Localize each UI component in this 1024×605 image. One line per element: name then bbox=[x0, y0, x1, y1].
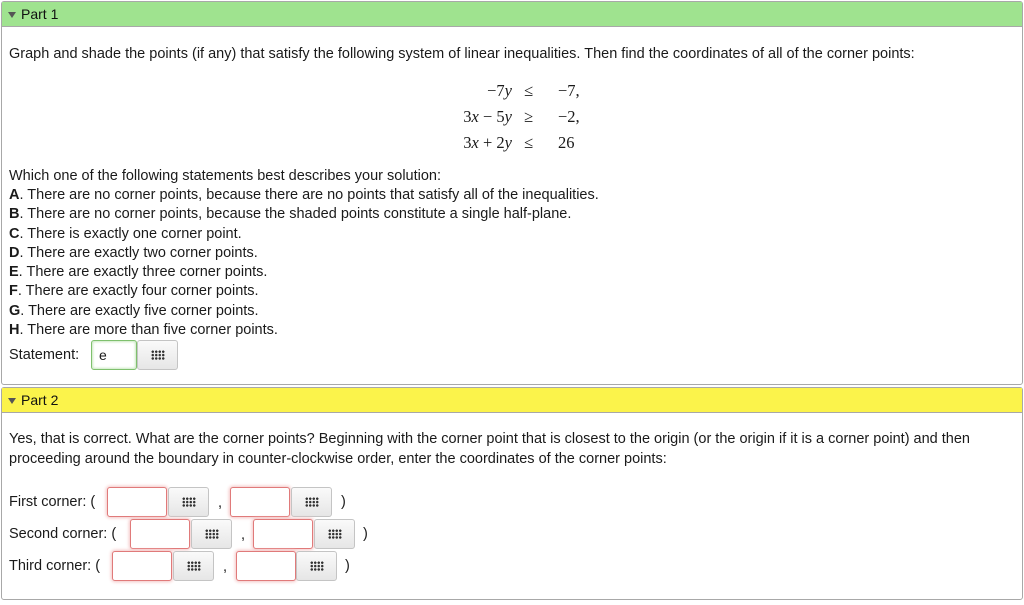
inequality-1-lhs: −7y bbox=[487, 81, 512, 100]
collapse-caret-icon[interactable] bbox=[8, 398, 16, 404]
third-corner-y-input[interactable] bbox=[236, 551, 296, 581]
option-a: A. There are no corner points, because there are no points that satisfy all of the inequalities. bbox=[9, 187, 599, 203]
second-corner-label: Second corner: ( bbox=[9, 526, 117, 542]
inequality-3-rhs: 26 bbox=[558, 133, 575, 152]
inequality-2-rhs: −2, bbox=[558, 107, 580, 126]
option-g: G. There are exactly five corner points. bbox=[9, 303, 259, 319]
part-1-header[interactable] bbox=[2, 2, 1022, 27]
inequality-1-lhs-wrap bbox=[432, 81, 512, 101]
feedback-text-line-2: proceeding around the boundary in counter-clockwise order, enter the coordinates of the corner points: bbox=[9, 451, 667, 467]
option-h: H. There are more than five corner points. bbox=[9, 322, 278, 338]
part-2-panel bbox=[1, 387, 1023, 600]
statement-palette-button[interactable] bbox=[137, 340, 178, 370]
grid-palette-icon bbox=[182, 497, 196, 507]
option-c: C. There is exactly one corner point. bbox=[9, 226, 242, 242]
third-corner-close: ) bbox=[345, 558, 350, 574]
grid-palette-icon bbox=[310, 561, 324, 571]
first-corner-y-input[interactable] bbox=[230, 487, 290, 517]
part-2-header[interactable] bbox=[2, 388, 1022, 413]
inequality-1-op: ≤ bbox=[524, 81, 534, 100]
second-corner-y-palette-button[interactable] bbox=[314, 519, 355, 549]
first-corner-x-input[interactable] bbox=[107, 487, 167, 517]
third-corner-comma: , bbox=[223, 559, 228, 575]
question-text: Which one of the following statements best describes your solution: bbox=[9, 168, 442, 184]
option-e: E. There are exactly three corner points. bbox=[9, 264, 268, 280]
inequality-3-lhs-wrap bbox=[432, 133, 512, 153]
first-corner-x-palette-button[interactable] bbox=[168, 487, 209, 517]
third-corner-y-palette-button[interactable] bbox=[296, 551, 337, 581]
inequality-3-lhs: 3x + 2y bbox=[463, 133, 512, 152]
second-corner-x-palette-button[interactable] bbox=[191, 519, 232, 549]
option-b: B. There are no corner points, because the shaded points constitute a single half-plane. bbox=[9, 206, 572, 222]
second-corner-close: ) bbox=[363, 526, 368, 542]
third-corner-x-input[interactable] bbox=[112, 551, 172, 581]
second-corner-x-input[interactable] bbox=[130, 519, 190, 549]
grid-palette-icon bbox=[205, 529, 219, 539]
grid-palette-icon bbox=[187, 561, 201, 571]
grid-palette-icon bbox=[151, 350, 165, 360]
third-corner-label: Third corner: ( bbox=[9, 558, 101, 574]
statement-input[interactable]: e bbox=[91, 340, 137, 370]
problem-prompt: Graph and shade the points (if any) that satisfy the following system of linear inequalities. Then find the coordinates of all of the corner points: bbox=[9, 46, 915, 62]
option-f: F. There are exactly four corner points. bbox=[9, 283, 259, 299]
first-corner-close: ) bbox=[341, 494, 346, 510]
third-corner-x-palette-button[interactable] bbox=[173, 551, 214, 581]
first-corner-y-palette-button[interactable] bbox=[291, 487, 332, 517]
inequality-1-rhs: −7, bbox=[558, 81, 580, 100]
inequality-3-op: ≤ bbox=[524, 133, 534, 152]
option-d: D. There are exactly two corner points. bbox=[9, 245, 258, 261]
first-corner-comma: , bbox=[218, 495, 223, 511]
part-1-panel bbox=[1, 1, 1023, 385]
grid-palette-icon bbox=[305, 497, 319, 507]
inequality-2-op: ≥ bbox=[524, 107, 534, 126]
second-corner-comma: , bbox=[241, 527, 246, 543]
statement-label: Statement: bbox=[9, 347, 80, 363]
first-corner-label: First corner: ( bbox=[9, 494, 96, 510]
grid-palette-icon bbox=[328, 529, 342, 539]
inequality-2-lhs-wrap bbox=[432, 107, 512, 127]
collapse-caret-icon[interactable] bbox=[8, 12, 16, 18]
part-2-title: Part 2 bbox=[21, 391, 59, 408]
part-1-title: Part 1 bbox=[21, 5, 59, 22]
second-corner-y-input[interactable] bbox=[253, 519, 313, 549]
inequality-2-lhs: 3x − 5y bbox=[463, 107, 512, 126]
feedback-text-line-1: Yes, that is correct. What are the corner points? Beginning with the corner point that is closest to the origin (or the origin if it is a corner point) and then bbox=[9, 431, 971, 447]
